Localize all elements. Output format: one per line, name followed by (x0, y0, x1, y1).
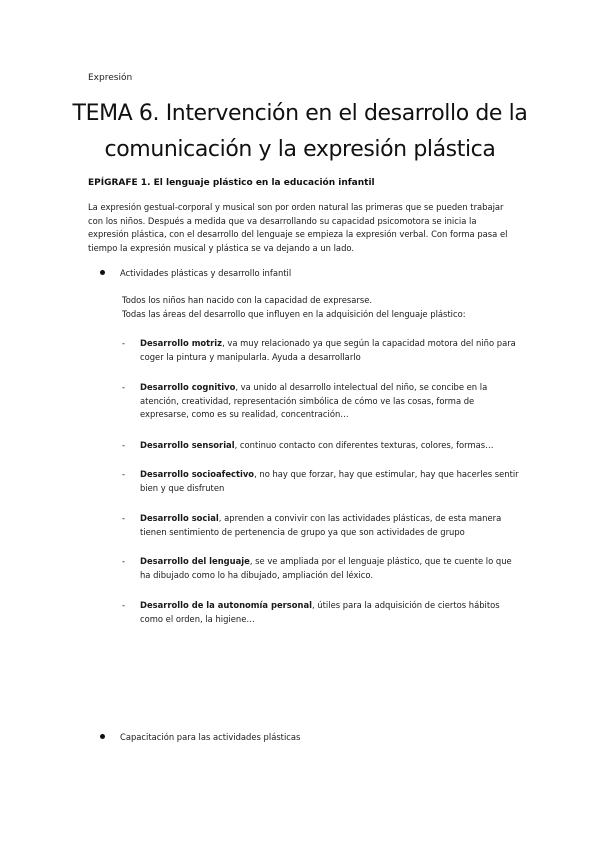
item-term: Desarrollo del lenguaje (140, 556, 250, 566)
item-text: , aprenden a convivir con las actividades plásticas, de esta manera tienen sentimiento de pertenencia de grupo ya que son actividades de grupo (140, 513, 502, 537)
body-paragraph: Todas las áreas del desarrollo que influyen en la adquisición del lenguaje plástico: (122, 309, 466, 319)
list-item (122, 439, 522, 453)
bullet-label: Actividades plásticas y desarrollo infantil (120, 268, 292, 278)
list-item (122, 381, 522, 422)
page-header: Expresión (88, 73, 133, 83)
list-item (122, 599, 522, 626)
item-text: , se ve ampliada por el lenguaje plástico, que te cuente lo que ha dibujado como lo ha dibujado, ampliación del léxico. (140, 556, 512, 580)
item-text: , va muy relacionado ya que según la capacidad motora del niño para coger la pintura y manipularla. Ayuda a desarrollarlo (140, 338, 516, 362)
item-term: Desarrollo motriz (140, 338, 223, 348)
title-line-2: comunicación y la expresión plástica (104, 137, 496, 162)
body-paragraph: Todos los niños han nacido con la capacidad de expresarse. (122, 295, 373, 305)
list-item (122, 555, 522, 582)
list-item (122, 468, 522, 495)
intro-paragraph: La expresión gestual-corporal y musical son por orden natural las primeras que se pueden trabajar con los niños. Después a medida que va desarrollando su capacidad psicomotora se inicia la expresión plástica, con el desarrollo del lenguaje se empieza la expresión verbal. Con forma pasa el tiempo la expresión musical y plástica se va dejando a un lado. (88, 202, 508, 253)
dash-marker: - (122, 600, 126, 610)
bullet-item (100, 267, 291, 279)
bullet-icon (100, 270, 105, 275)
item-term: Desarrollo socioafectivo (140, 469, 255, 479)
title-line-1: TEMA 6. Intervención en el desarrollo de la (72, 101, 528, 126)
section-heading: EPÍGRAFE 1. El lenguaje plástico en la educación infantil (88, 178, 375, 188)
list-item (122, 512, 522, 539)
item-term: Desarrollo sensorial (140, 440, 235, 450)
bullet-label: Capacitación para las actividades plásticas (120, 732, 301, 742)
item-text: , continuo contacto con diferentes texturas, colores, formas… (234, 440, 494, 450)
page-title (40, 96, 560, 168)
dash-marker: - (122, 382, 126, 392)
item-term: Desarrollo social (140, 513, 219, 523)
item-term: Desarrollo cognitivo (140, 382, 236, 392)
item-text: , va unido al desarrollo intelectual del niño, se concibe en la atención, creatividad, representación simbólica de cómo ve las cosas, forma de expresarse, como es su realidad, concentración… (140, 382, 488, 420)
item-text: , no hay que forzar, hay que estimular, hay que hacerles sentir bien y que disfruten (140, 469, 519, 493)
bullet-icon (100, 734, 105, 739)
list-item (122, 337, 522, 364)
dash-marker: - (122, 513, 126, 523)
dash-marker: - (122, 556, 126, 566)
item-text: , útiles para la adquisición de ciertos hábitos como el orden, la higiene… (140, 600, 500, 624)
dash-marker: - (122, 338, 126, 348)
bullet-item (100, 731, 300, 743)
dash-marker: - (122, 440, 126, 450)
item-term: Desarrollo de la autonomía personal (140, 600, 313, 610)
dash-marker: - (122, 469, 126, 479)
